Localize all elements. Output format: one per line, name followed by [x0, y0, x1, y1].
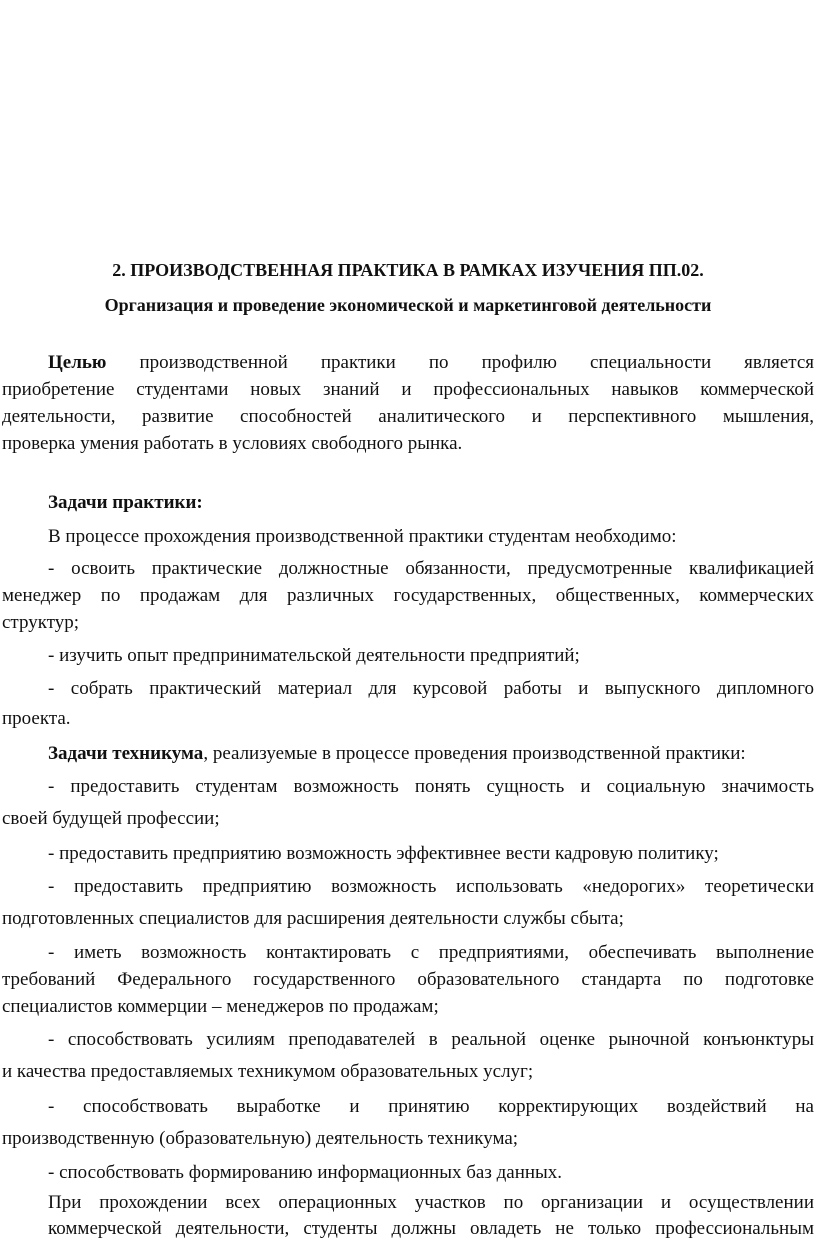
c4-line-2: требований Федерального государственного образовательного стандарта по подготовке	[2, 969, 814, 990]
c5-line-2: и качества предоставляемых техникумом образовательных услуг;	[2, 1061, 534, 1082]
c3-line-1: - предоставить предприятию возможность использовать «недорогих» теоретически	[48, 876, 814, 897]
c1-line-2: своей будущей профессии;	[2, 808, 220, 829]
task2-line: - изучить опыт предпринимательской деятельности предприятий;	[48, 645, 580, 666]
task1-line-2: менеджер по продажам для различных государственных, общественных, коммерческих	[2, 585, 814, 606]
college-bold: Задачи техникума	[48, 743, 204, 764]
goal-line-3: деятельности, развитие способностей аналитического и перспективного мышления,	[2, 406, 814, 427]
tasks-intro: В процессе прохождения производственной практики студентам необходимо:	[48, 526, 677, 547]
final-line-1: При прохождении всех операционных участков по организации и осуществлении	[48, 1192, 814, 1213]
c7-line: - способствовать формированию информационных баз данных.	[48, 1162, 563, 1183]
task1-line-1: - освоить практические должностные обязанности, предусмотренные квалификацией	[48, 558, 814, 579]
c4-line-1: - иметь возможность контактировать с предприятиями, обеспечивать выполнение	[48, 942, 814, 963]
tasks-heading: Задачи практики:	[48, 492, 203, 513]
goal-text-1: производственной практики по профилю специальности является	[139, 352, 814, 373]
final-line-2: коммерческой деятельности, студенты должны овладеть не только профессиональным	[48, 1218, 814, 1239]
goal-line-4: проверка умения работать в условиях свободного рынка.	[2, 433, 463, 454]
document-subtitle: Организация и проведение экономической и маркетинговой деятельности	[104, 295, 712, 315]
c5-line-1: - способствовать усилиям преподавателей в реальной оценке рыночной конъюнктуры	[48, 1029, 814, 1050]
task3-line-1: - собрать практический материал для курсовой работы и выпускного дипломного	[48, 678, 814, 699]
college-line	[48, 742, 814, 766]
task3-line-2: проекта.	[2, 708, 71, 729]
c4-line-3: специалистов коммерции – менеджеров по продажам;	[2, 996, 439, 1017]
c2-line: - предоставить предприятию возможность эффективнее вести кадровую политику;	[48, 843, 719, 864]
goal-line-2: приобретение студентами новых знаний и профессиональных навыков коммерческой	[2, 379, 814, 400]
goal-bold-word: Целью	[48, 352, 107, 373]
c6-line-2: производственную (образовательную) деятельность техникума;	[2, 1128, 519, 1149]
c1-line-1: - предоставить студентам возможность понять сущность и социальную значимость	[48, 776, 814, 797]
goal-line-1	[48, 351, 814, 375]
college-rest: , реализуемые в процессе проведения производственной практики:	[203, 743, 746, 764]
task1-line-3: структур;	[2, 612, 80, 633]
c3-line-2: подготовленных специалистов для расширения деятельности службы сбыта;	[2, 908, 624, 929]
document-title: 2. ПРОИЗВОДСТВЕННАЯ ПРАКТИКА В РАМКАХ ИЗУЧЕНИЯ ПП.02.	[112, 260, 704, 280]
c6-line-1: - способствовать выработке и принятию корректирующих воздействий на	[48, 1096, 814, 1117]
